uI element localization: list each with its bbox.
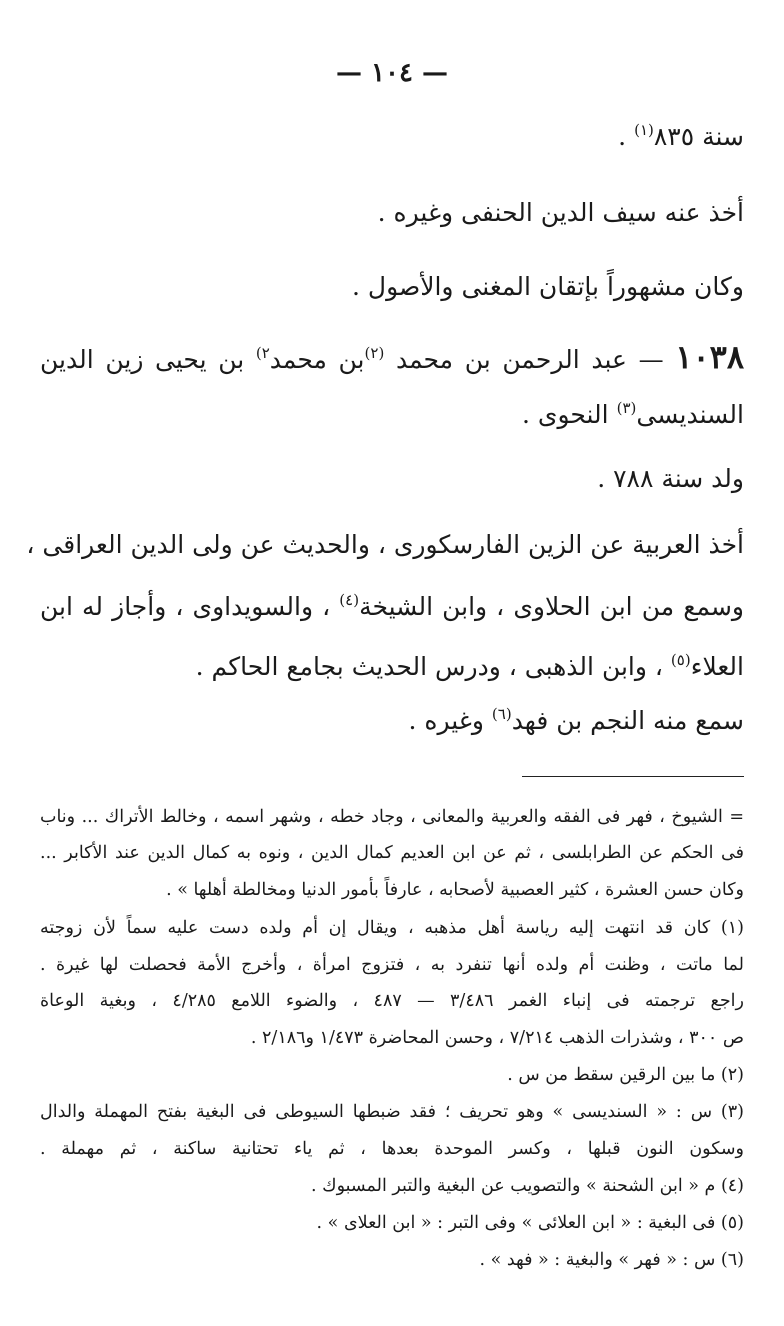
footnote-line: فى الحكم عن الطرابلسى ، ثم عن ابن العديم كمال الدين ، ونوه به كمال الدين عند الأكابر ... [40, 843, 744, 863]
line-year-835: سنة ٨٣٥$^{(١)}$ . [618, 121, 744, 151]
footnote-6: (٦) س : « فهر » والبغية : « فهد » . [479, 1250, 744, 1270]
footnote-3: (٣) س : « السنديسى » وهو تحريف ؛ فقد ضبطها السيوطى فى البغية بفتح المهملة والدال [40, 1102, 744, 1122]
footnote-ref-3: (٣) [616, 399, 637, 417]
footnote-1: (١) كان قد انتهت إليه رياسة أهل مذهبه ، ويقال إن أم ولده دست عليه سماً لأن زوجته [40, 918, 744, 938]
entry-number: ١٠٣٨ [675, 338, 744, 376]
line-taught: العلاء$^{(٥)}$ ، وابن الذهبى ، ودرس الحديث بجامع الحاكم . [195, 651, 744, 681]
footnote-divider [522, 776, 744, 777]
footnote-2: (٢) ما بين الرقين سقط من س . [507, 1065, 744, 1085]
footnote-ref-4: (٤) [339, 591, 360, 609]
line-nisba: السنديسى$^{(٣)}$ النحوى . [522, 399, 744, 429]
footnote-line: راجع ترجمته فى إنباء الغمر ٣/٤٨٦ — ٤٨٧ ، والضوء اللامع ٤/٢٨٥ ، وبغية الوعاة [40, 991, 744, 1011]
footnote-line: وكان حسن العشرة ، كثير العصبية لأصحابه ، عارفاً بأمور الدنيا ومخالطة أهلها » . [166, 880, 744, 900]
footnote-line: لما ماتت ، وظنت أم ولده أنها تنفرد به ، فتزوج امرأة ، وأخرج الأمة فحصلت لها غيرة . [40, 955, 744, 975]
footnote-line: ص ٣٠٠ ، وشذرات الذهب ٧/٢١٤ ، وحسن المحاضرة ١/٤٧٣ و٢/١٨٦ . [250, 1028, 744, 1048]
page-number: — ١٠٤ — [335, 58, 449, 88]
entry-1038-heading: ١٠٣٨ — عبد الرحمن بن محمد $^{(٢)}$بن محمد$^{٢)}$ بن يحيى زين الدين [40, 338, 744, 376]
line-students: أخذ عنه سيف الدين الحنفى وغيره . [377, 198, 744, 227]
footnote-ref-5: (٥) [670, 651, 691, 669]
line-teachers: أخذ العربية عن الزين الفارسكورى ، والحديث عن ولى الدين العراقى ، [26, 530, 744, 559]
footnote-ref-2: (٢) [364, 344, 385, 362]
footnote-ref-6: (٦) [491, 705, 512, 723]
footnote-ref-2-close: ٢) [255, 344, 270, 362]
line-heard-from-him: سمع منه النجم بن فهد$^{(٦)}$ وغيره . [408, 705, 744, 735]
line-heard: وسمع من ابن الحلاوى ، وابن الشيخة$^{(٤)}$ ، والسويداوى ، وأجاز له ابن [40, 591, 744, 621]
line-reputation: وكان مشهوراً بإتقان المغنى والأصول . [352, 272, 744, 301]
line-birth: ولد سنة ٧٨٨ . [597, 464, 744, 493]
footnote-ref-1: (١) [634, 121, 654, 139]
footnote-5: (٥) فى البغية : « ابن العلائى » وفى التبر : « ابن العلاى » . [316, 1213, 744, 1233]
footnote-4: (٤) م « ابن الشحنة » والتصويب عن البغية والتبر المسبوك . [311, 1176, 744, 1196]
footnote-line: وسكون النون قبلها ، وكسر الموحدة بعدها ، ثم ياء تحتانية ساكنة ، ثم مهملة . [40, 1139, 744, 1159]
footnote-line: = الشيوخ ، فهر فى الفقه والعربية والمعانى ، وجاد خطه ، وشهر اسمه ، وخالط الأتراك ... وناب [40, 807, 744, 827]
